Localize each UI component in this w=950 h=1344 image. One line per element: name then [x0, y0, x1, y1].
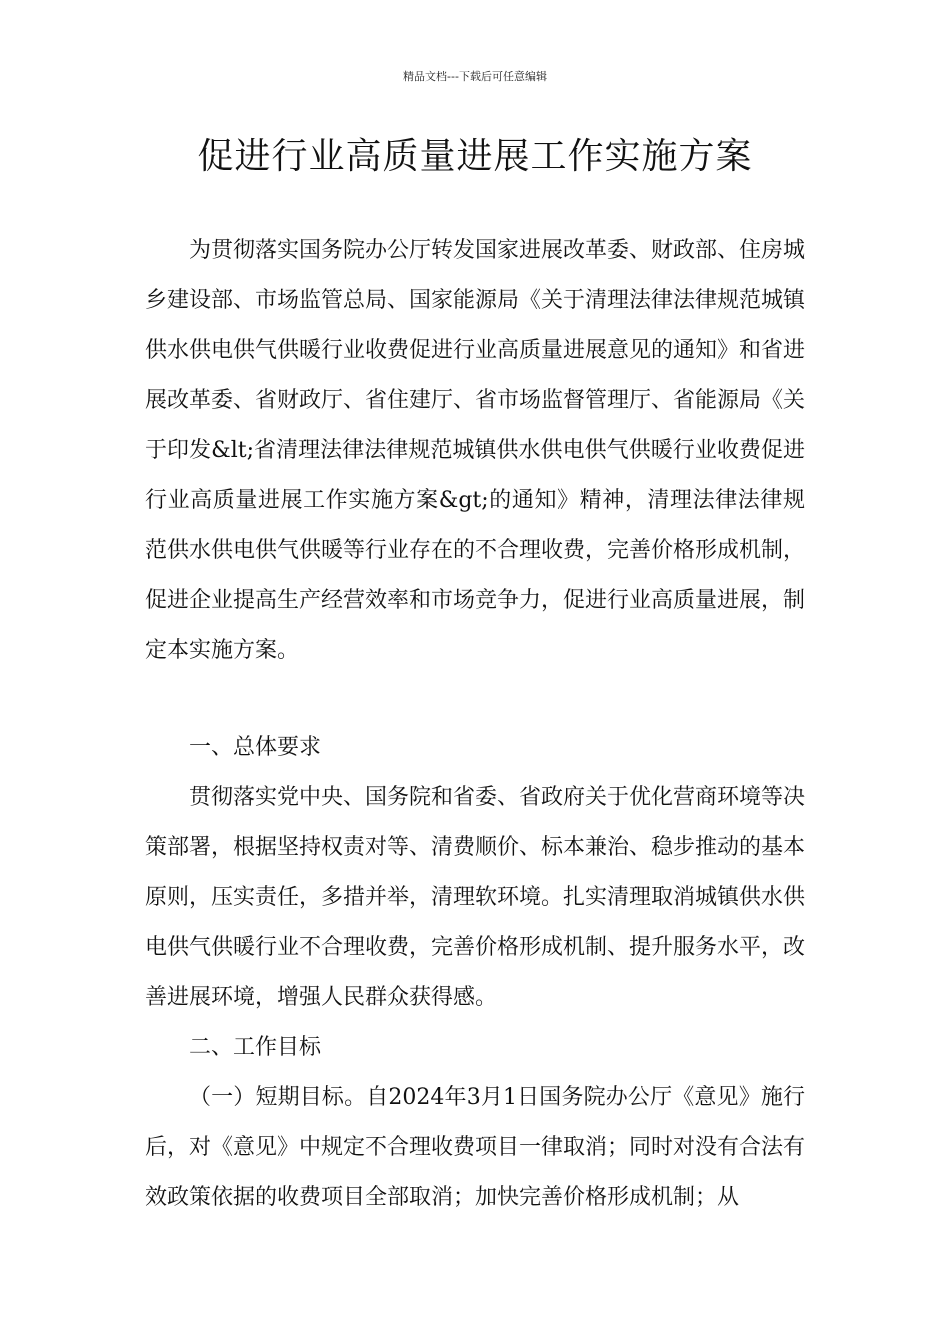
- section-paragraph-work-goals: （一）短期目标。自2024年3月1日国务院办公厅《意见》施行后，对《意见》中规定不合理收费项目一律取消；同时对没有合法有效政策依据的收费项目全部取消；加快完善价格形成机制；从: [145, 1085, 806, 1210]
- header-note: 精品文档---下载后可任意编辑: [403, 70, 547, 83]
- section-paragraph-overall-requirements: 贯彻落实党中央、国务院和省委、省政府关于优化营商环境等决策部署，根据坚持权责对等、清费顺价、标本兼治、稳步推动的基本原则，压实责任，多措并举，清理软环境。扎实清理取消城镇供水供电供气供暖行业不合理收费，完善价格形成机制、提升服务水平，改善进展环境，增强人民群众获得感。: [145, 785, 806, 1010]
- sections-block: [145, 723, 805, 1223]
- intro-paragraph: 为贯彻落实国务院办公厅转发国家进展改革委、财政部、住房城乡建设部、市场监管总局、国家能源局《关于清理法律法律规范城镇供水供电供气供暖行业收费促进行业高质量进展意见的通知》和省进展改革委、省财政厅、省住建厅、省市场监督管理厅、省能源局《关于印发&lt;省清理法律法律规范城镇供水供电供气供暖行业收费促进行业高质量进展工作实施方案&gt;的通知》精神，清理法律法律规范供水供电供气供暖等行业存在的不合理收费，完善价格形成机制，促进企业提高生产经营效率和市场竞争力，促进行业高质量进展，制定本实施方案。: [145, 238, 806, 663]
- section-heading-work-goals: 二、工作目标: [189, 1035, 322, 1060]
- intro-block: [145, 226, 805, 676]
- section-heading-overall-requirements: 一、总体要求: [189, 735, 322, 760]
- document-title: 促进行业高质量进展工作实施方案: [197, 136, 753, 177]
